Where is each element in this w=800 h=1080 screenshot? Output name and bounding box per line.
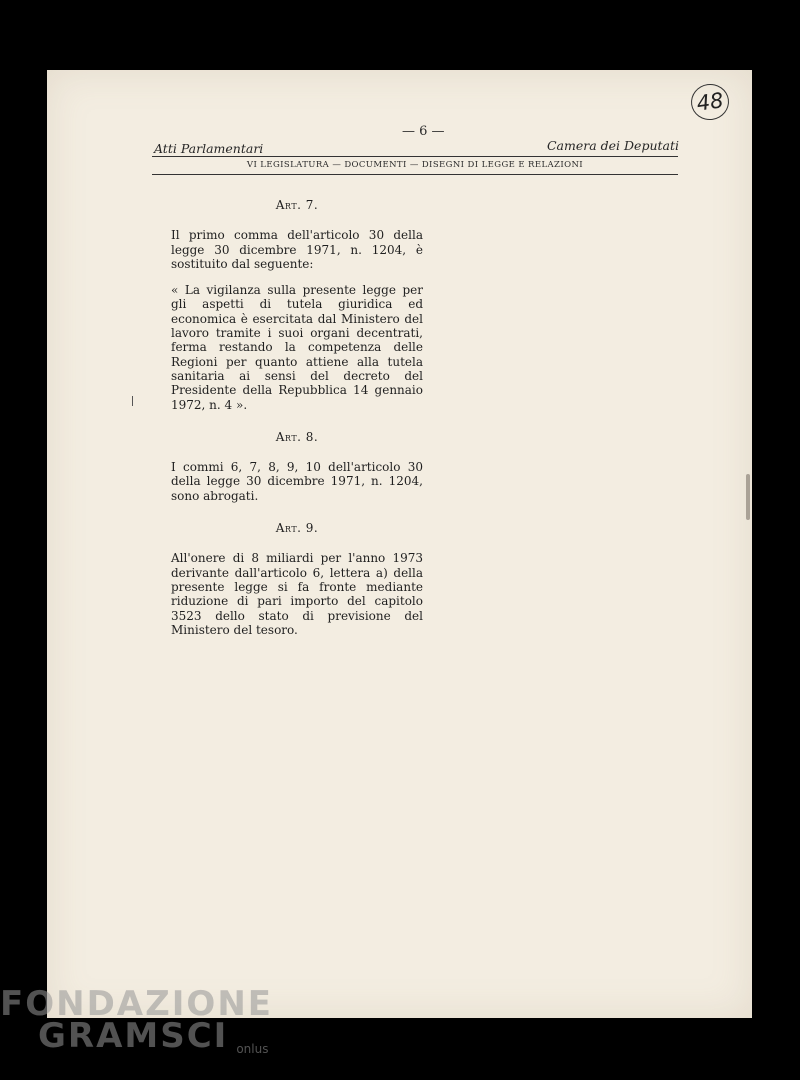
article-7	[171, 198, 423, 412]
header-right: Camera dei Deputati	[546, 138, 679, 153]
article-title: Art. 8.	[275, 429, 319, 444]
page-number: — 6 —	[402, 124, 445, 139]
watermark-suffix: onlus	[236, 1042, 269, 1056]
article-title: Art. 7.	[275, 198, 319, 212]
watermark-line2: GRAMSCI	[38, 1016, 229, 1056]
watermark-line2-row	[38, 1018, 268, 1067]
archive-watermark	[0, 984, 274, 1056]
article-paragraph: I commi 6, 7, 8, 9, 10 dell'articolo 30 della legge 30 dicembre 1971, n. 1204, sono abrogati.	[171, 460, 423, 503]
page-edge-mark	[746, 474, 750, 520]
document-page	[47, 70, 752, 1018]
article-title: Art. 9.	[275, 521, 319, 536]
article-8	[171, 430, 423, 503]
header-left: Atti Parlamentari	[154, 141, 264, 156]
article-column	[171, 198, 423, 637]
watermark-line1: FONDAZIONE	[0, 984, 274, 1024]
handwritten-page-number: 48	[689, 82, 732, 123]
header-rule-bottom	[152, 174, 678, 175]
article-paragraph: Il primo comma dell'articolo 30 della legge 30 dicembre 1971, n. 1204, è sostituito dal seguente:	[171, 228, 423, 271]
bleed-through-text	[432, 188, 682, 202]
article-paragraph: All'onere di 8 miliardi per l'anno 1973 derivante dall'articolo 6, lettera a) della presente legge si fa fronte mediante riduzione di pari importo del capitolo 3523 dello stato di previsione del Ministero del tesoro.	[171, 551, 423, 637]
header-rule-top	[152, 156, 678, 157]
article-paragraph: « La vigilanza sulla presente legge per gli aspetti di tutela giuridica ed economica è esercitata dal Ministero del lavoro tramite i suoi organi decentrati, ferma restando la competenza delle Regioni per quanto attiene alla tutela sanitaria ai sensi del decreto del Presidente della Repubblica 14 gennaio 1972, n. 4 ».	[171, 283, 423, 412]
article-9	[171, 521, 423, 637]
margin-mark	[132, 396, 133, 406]
subheader: VI LEGISLATURA — DOCUMENTI — DISEGNI DI LEGGE E RELAZIONI	[246, 160, 584, 170]
